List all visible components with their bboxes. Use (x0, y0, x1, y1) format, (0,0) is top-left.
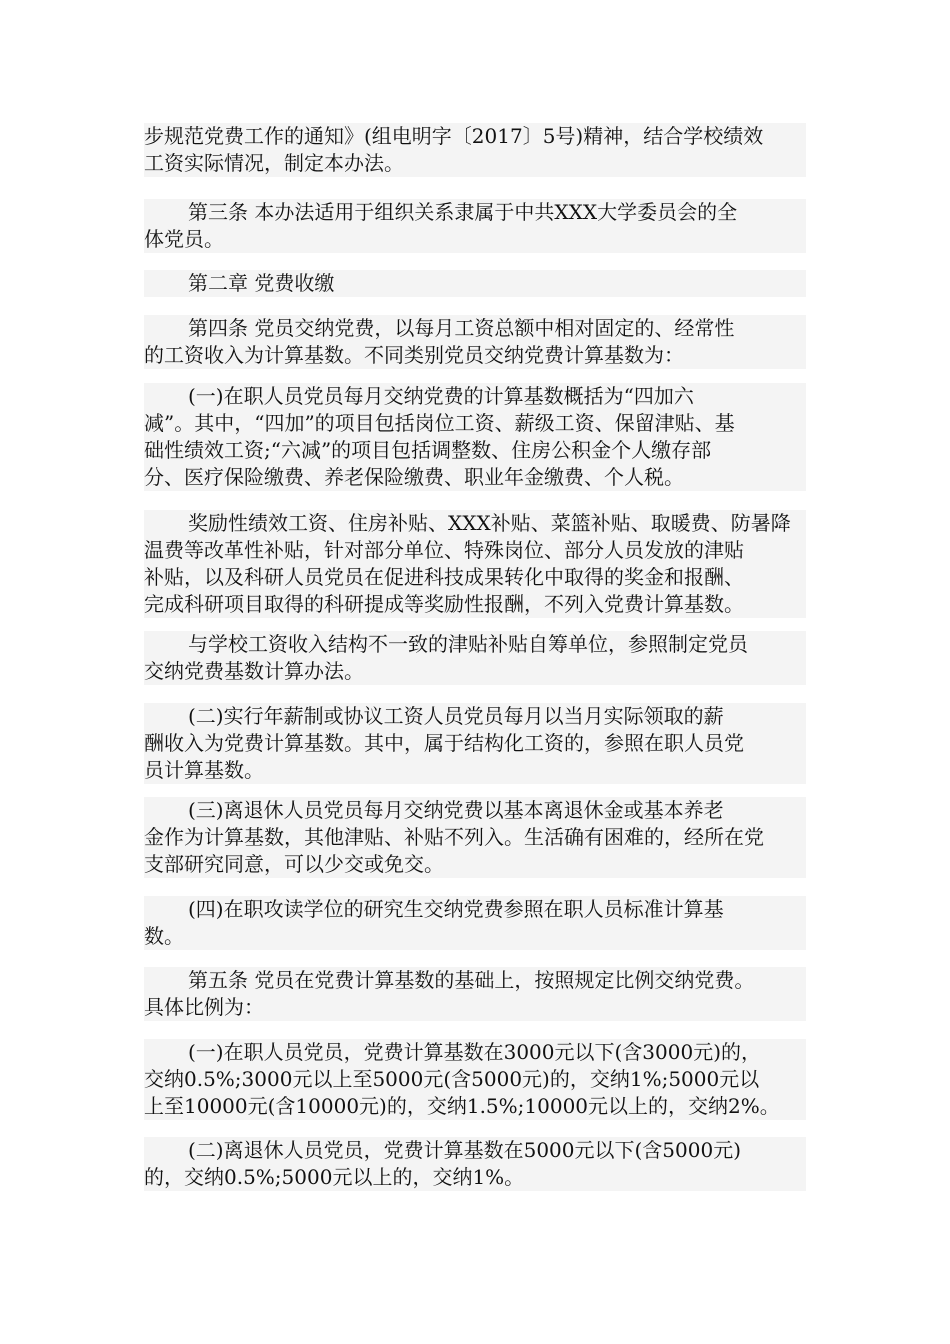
text-line: 数。 (144, 924, 184, 948)
paragraph-item-1 (144, 383, 806, 491)
chapter-heading (144, 270, 806, 297)
text-line: 与学校工资收入结构不一致的津贴补贴自筹单位，参照制定党员 (188, 632, 748, 656)
text-line: 奖励性绩效工资、住房补贴、XXX补贴、菜篮补贴、取暖费、防暑降 (188, 511, 791, 535)
text-line: 补贴，以及科研人员党员在促进科技成果转化中取得的奖金和报酬、 (144, 565, 744, 589)
paragraph-article-4 (144, 315, 806, 369)
text-line: 分、医疗保险缴费、养老保险缴费、职业年金缴费、个人税。 (144, 465, 684, 489)
text-line: 的工资收入为计算基数。不同类别党员交纳党费计算基数为： (144, 343, 684, 367)
text-line: 础性绩效工资;“六减”的项目包括调整数、住房公积金个人缴存部 (144, 438, 712, 462)
text-line: 温费等改革性补贴，针对部分单位、特殊岗位、部分人员发放的津贴 (144, 538, 744, 562)
text-line: 上至10000元(含10000元)的，交纳1.5%;10000元以上的，交纳2%。 (144, 1094, 780, 1118)
paragraph-rate-2 (144, 1137, 806, 1191)
text-line: 步规范党费工作的通知》(组电明字〔2017〕5号)精神，结合学校绩效 (144, 124, 764, 148)
paragraph-rate-1 (144, 1039, 806, 1120)
text-line: 工资实际情况，制定本办法。 (144, 151, 404, 175)
text-line: (三)离退休人员党员每月交纳党费以基本离退休金或基本养老 (188, 798, 724, 822)
text-line: 具体比例为： (144, 995, 264, 1019)
text-line: (四)在职攻读学位的研究生交纳党费参照在职人员标准计算基 (188, 897, 724, 921)
text-line: (一)在职人员党员，党费计算基数在3000元以下(含3000元)的， (188, 1040, 762, 1064)
text-line: 员计算基数。 (144, 758, 264, 782)
text-line: 完成科研项目取得的科研提成等奖励性报酬，不列入党费计算基数。 (144, 592, 744, 616)
paragraph-article-5 (144, 967, 806, 1021)
text-line: 第二章 党费收缴 (188, 271, 335, 295)
text-line: 第三条 本办法适用于组织关系隶属于中共XXX大学委员会的全 (188, 200, 738, 224)
text-line: 金作为计算基数，其他津贴、补贴不列入。生活确有困难的，经所在党 (144, 825, 764, 849)
text-line: (二)离退休人员党员，党费计算基数在5000元以下(含5000元) (188, 1138, 742, 1162)
text-line: 的，交纳0.5%;5000元以上的，交纳1%。 (144, 1165, 525, 1189)
paragraph-self-funded (144, 631, 806, 685)
paragraph-item-4 (144, 896, 806, 950)
text-line: 酬收入为党费计算基数。其中，属于结构化工资的，参照在职人员党 (144, 731, 744, 755)
paragraph-item-3 (144, 797, 806, 878)
text-line: (一)在职人员党员每月交纳党费的计算基数概括为“四加六 (188, 384, 694, 408)
paragraph-intro-tail (144, 123, 806, 177)
text-line: 交纳党费基数计算办法。 (144, 659, 364, 683)
text-line: 体党员。 (144, 227, 224, 251)
text-line: 第五条 党员在党费计算基数的基础上，按照规定比例交纳党费。 (188, 968, 755, 992)
text-line: 支部研究同意，可以少交或免交。 (144, 852, 444, 876)
paragraph-exclusions (144, 510, 806, 618)
text-line: 交纳0.5%;3000元以上至5000元(含5000元)的，交纳1%;5000元以 (144, 1067, 760, 1091)
paragraph-item-2 (144, 703, 806, 784)
text-line: 第四条 党员交纳党费，以每月工资总额中相对固定的、经常性 (188, 316, 735, 340)
text-line: 减”。其中，“四加”的项目包括岗位工资、薪级工资、保留津贴、基 (144, 411, 735, 435)
paragraph-article-3 (144, 199, 806, 253)
text-line: (二)实行年薪制或协议工资人员党员每月以当月实际领取的薪 (188, 704, 724, 728)
